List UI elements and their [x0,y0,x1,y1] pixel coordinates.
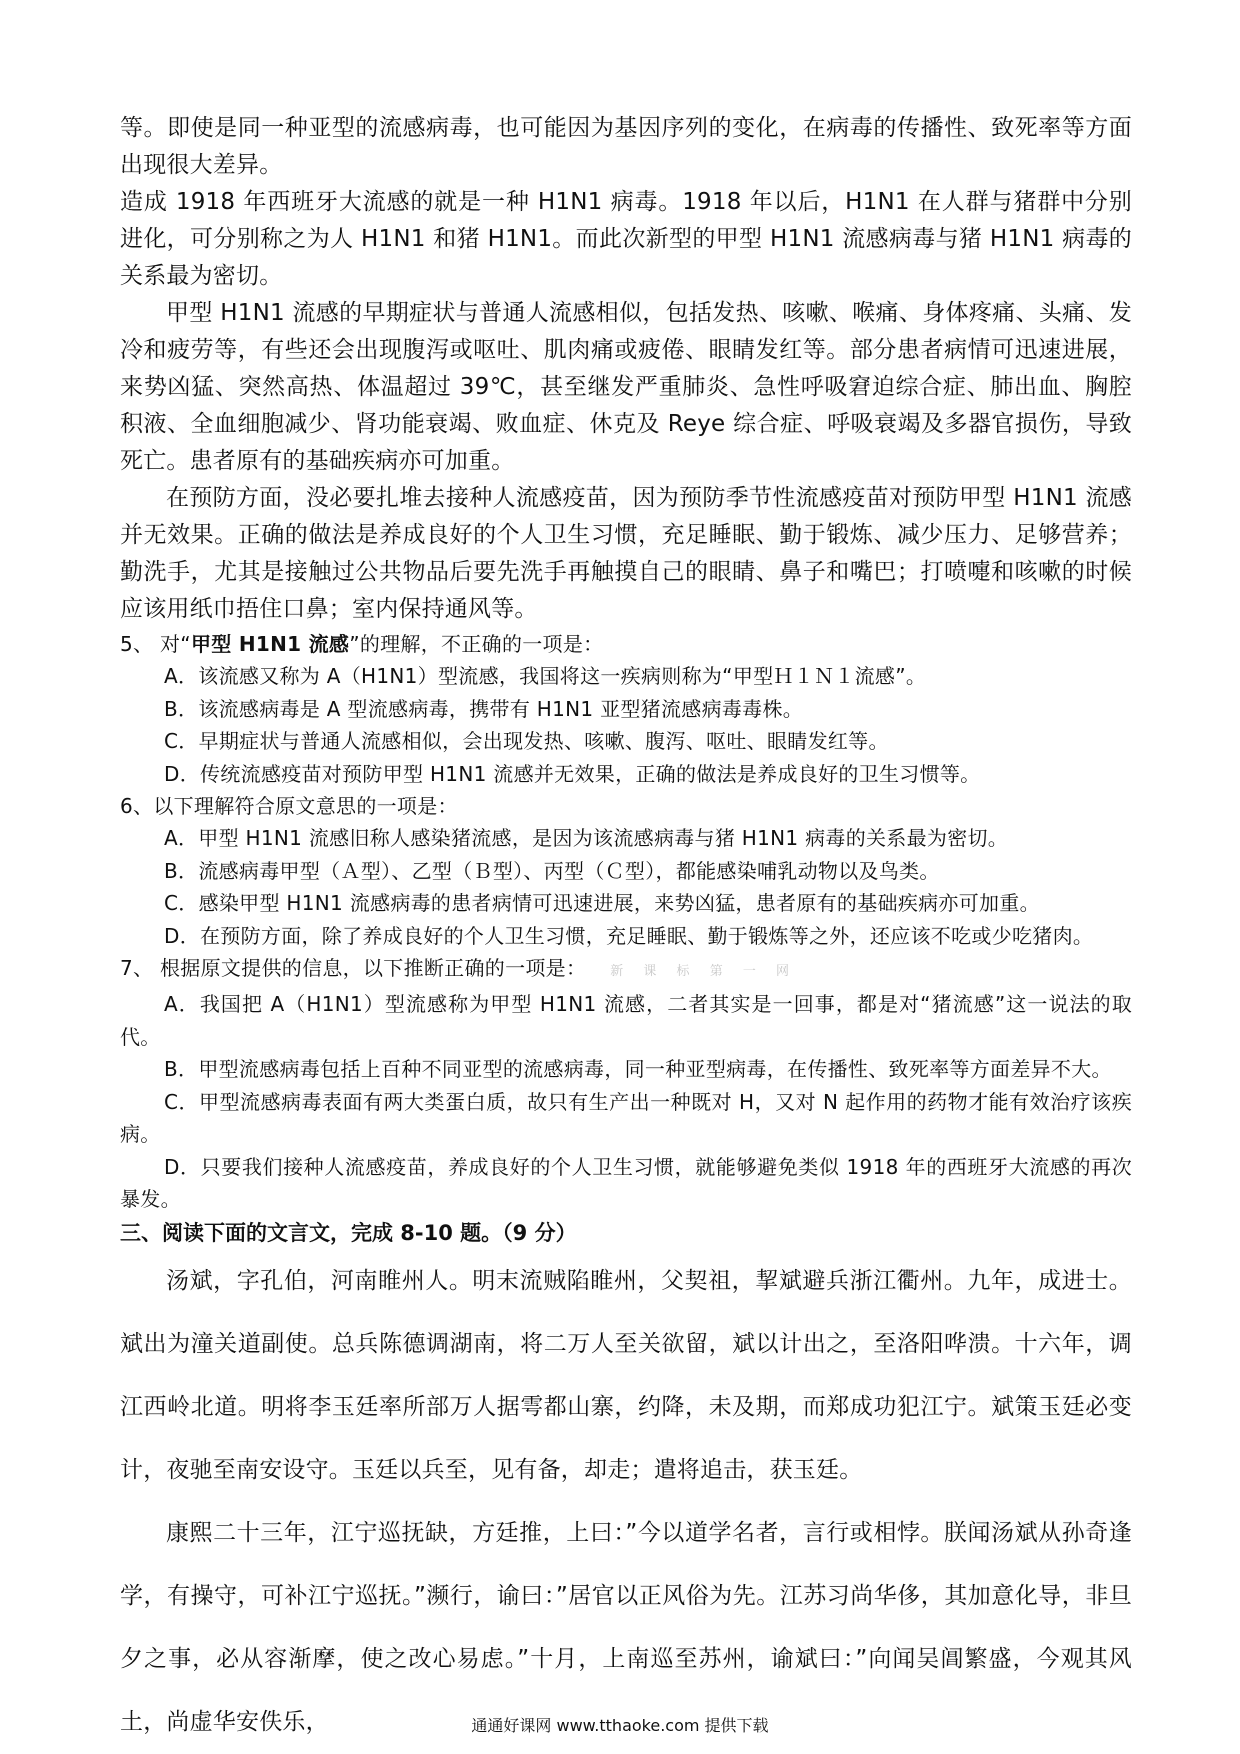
watermark: 新 课 标 第 一 网 [610,964,797,979]
document-page [120,110,1132,1754]
question-7-option-d: D．只要我们接种人流感疫苗，养成良好的个人卫生习惯，就能够避免类似 1918 年的西班牙大流感的再次暴发。 [120,1154,1132,1211]
question-5-stem [120,628,1132,660]
question-6-option-c: C．感染甲型 H1N1 流感病毒的患者病情可迅速进展，来势凶猛，患者原有的基础疾病亦可加重。 [164,891,1040,915]
paragraph-intro-1: 等。即使是同一种亚型的流感病毒，也可能因为基因序列的变化，在病毒的传播性、致死率等方面出现很大差异。 [120,115,1132,178]
question-7-stem: 7、 根据原文提供的信息，以下推断正确的一项是： [120,956,587,980]
section-3-heading: 三、阅读下面的文言文，完成 8-10 题。（9 分） [120,1220,577,1245]
paragraph-symptoms: 甲型 H1N1 流感的早期症状与普通人流感相似，包括发热、咳嗽、喉痛、身体疼痛、头痛、发冷和疲劳等，有些还会出现腹泻或呕吐、肌肉痛或疲倦、眼睛发红等。部分患者病情可迅速进展，来势凶猛、突然高热、体温超过 39℃，甚至继发严重肺炎、急性呼吸窘迫综合症、肺出血、胸腔积液、全血细胞减少、肾功能衰竭、败血症、休克及 Reye 综合症、呼吸衰竭及多器官损伤，导致死亡。患者原有的基础疾病亦可加重。 [120,300,1132,474]
question-7-stem-line [120,952,1132,988]
paragraph-prevention: 在预防方面，没必要扎堆去接种人流感疫苗，因为预防季节性流感疫苗对预防甲型 H1N1 流感并无效果。正确的做法是养成良好的个人卫生习惯，充足睡眠、勤于锻炼、减少压力、足够营养；勤洗手，尤其是接触过公共物品后要先洗手再触摸自己的眼睛、鼻子和嘴巴；打喷嚏和咳嗽的时候应该用纸巾捂住口鼻；室内保持通风等。 [120,485,1132,622]
question-5-option-b: B．该流感病毒是 A 型流感病毒，携带有 H1N1 亚型猪流感病毒毒株。 [164,696,804,721]
question-6-option-b: B．流感病毒甲型（Ａ型）、乙型（Ｂ型）、丙型（Ｃ型），都能感染哺乳动物以及鸟类。 [164,858,940,883]
question-5-option-a: A．该流感又称为 A（H1N1）型流感，我国将这一疾病则称为“甲型Ｈ１Ｎ１流感”。 [164,664,927,688]
classical-passage-paragraph-1: 汤斌，字孔伯，河南睢州人。明末流贼陷睢州，父契祖，挈斌避兵浙江衢州。九年，成进士。斌出为潼关道副使。总兵陈德调湖南，将二万人至关欲留，斌以计出之，至洛阳哗溃。十六年，调江西岭北道。明将李玉廷率所部万人据雩都山寨，约降，未及期，而郑成功犯江宁。斌策玉廷必变计，夜驰至南安设守。玉廷以兵至，见有备，却走；遣将追击，获玉廷。 [120,1267,1132,1483]
question-7-option-b: B．甲型流感病毒包括上百种不同亚型的流感病毒，同一种亚型病毒，在传播性、致死率等方面差异不大。 [164,1057,1112,1081]
question-5-prefix: 5、 对“ [120,632,191,656]
question-6-stem: 6、以下理解符合原文意思的一项是： [120,794,458,818]
question-6-option-d: D．在预防方面，除了养成良好的个人卫生习惯，充足睡眠、勤于锻炼等之外，还应该不吃或少吃猪肉。 [164,923,1094,948]
question-5-option-c: C．早期症状与普通人流感相似，会出现发热、咳嗽、腹泻、呕吐、眼睛发红等。 [164,729,889,753]
question-7-option-c: C．甲型流感病毒表面有两大类蛋白质，故只有生产出一种既对 H，又对 N 起作用的药物才能有效治疗该疾病。 [120,1089,1132,1146]
question-6-option-a: A．甲型 H1N1 流感旧称人感染猪流感，是因为该流感病毒与猪 H1N1 病毒的关系最为密切。 [164,826,1009,850]
question-5-option-d: D．传统流感疫苗对预防甲型 H1N1 流感并无效果，正确的做法是养成良好的卫生习惯等。 [164,761,981,786]
question-7-option-a: A．我国把 A（H1N1）型流感称为甲型 H1N1 流感，二者其实是一回事，都是对“猪流感”这一说法的取代。 [120,992,1132,1049]
paragraph-intro-2: 造成 1918 年西班牙大流感的就是一种 H1N1 病毒。1918 年以后，H1N1 在人群与猪群中分别进化，可分别称之为人 H1N1 和猪 H1N1。而此次新型的甲型 H1N1 流感病毒与猪 H1N1 病毒的关系最为密切。 [120,189,1132,289]
page-footer: 通通好课网 www.tthaoke.com 提供下载 [471,1716,769,1735]
classical-passage-paragraph-2: 康熙二十三年，江宁巡抚缺，方廷推，上曰：”今以道学名者，言行或相悖。朕闻汤斌从孙奇逢学，有操守，可补江宁巡抚。”濒行，谕曰：”居官以正风俗为先。江苏习尚华侈，其加意化导，非旦夕之事，必从容渐摩，使之改心易虑。”十月，上南巡至苏州，谕斌曰：”向闻吴阊繁盛，今观其风土，尚虚华安佚乐， [120,1519,1132,1735]
question-5-suffix: ”的理解，不正确的一项是： [349,632,604,656]
question-5-keyword: 甲型 H1N1 流感 [190,632,350,656]
